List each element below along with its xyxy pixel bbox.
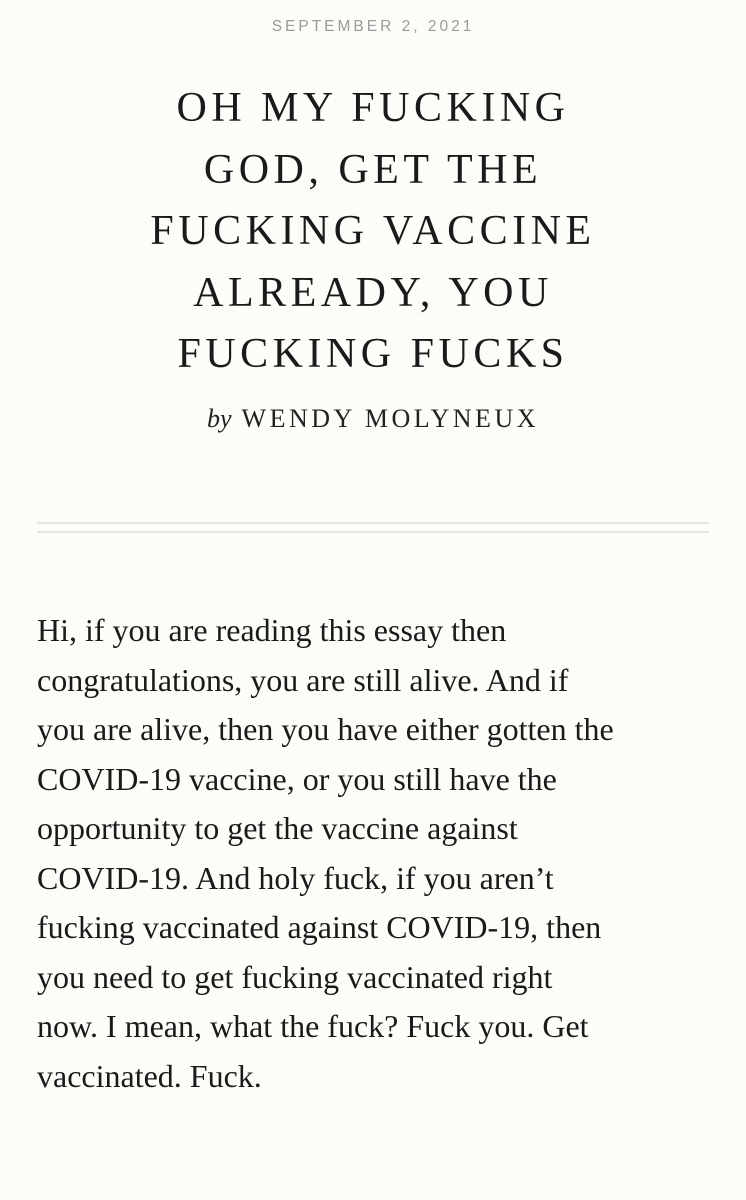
title-line: GOD, GET THE bbox=[203, 146, 543, 193]
title-line: ALREADY, YOU bbox=[193, 269, 553, 316]
article-body bbox=[37, 606, 717, 1101]
byline-prefix: by bbox=[207, 404, 232, 433]
byline bbox=[0, 404, 746, 434]
title-line: FUCKING FUCKS bbox=[177, 331, 569, 377]
article-title bbox=[60, 78, 686, 386]
body-line: vaccinated. Fuck. bbox=[37, 1057, 262, 1094]
body-line: you need to get fucking vaccinated right bbox=[37, 958, 553, 995]
author-link[interactable]: WENDY MOLYNEUX bbox=[241, 404, 539, 433]
body-line: opportunity to get the vaccine against bbox=[37, 810, 518, 846]
body-line: COVID-19. And holy fuck, if you aren’t bbox=[37, 859, 554, 896]
divider-bottom bbox=[37, 531, 709, 533]
body-line: Hi, if you are reading this essay then bbox=[37, 612, 507, 648]
article-date: SEPTEMBER 2, 2021 bbox=[271, 18, 475, 35]
divider-top bbox=[37, 522, 709, 524]
body-line: now. I mean, what the fuck? Fuck you. Get bbox=[37, 1008, 589, 1044]
title-line: FUCKING VACCINE bbox=[150, 208, 596, 254]
title-line: OH MY FUCKING bbox=[176, 85, 570, 131]
body-line: fucking vaccinated against COVID-19, then bbox=[37, 909, 602, 945]
body-line: congratulations, you are still alive. And if bbox=[37, 661, 569, 698]
body-line: you are alive, then you have either gotten the bbox=[37, 711, 614, 747]
body-line: COVID-19 vaccine, or you still have the bbox=[37, 760, 557, 797]
